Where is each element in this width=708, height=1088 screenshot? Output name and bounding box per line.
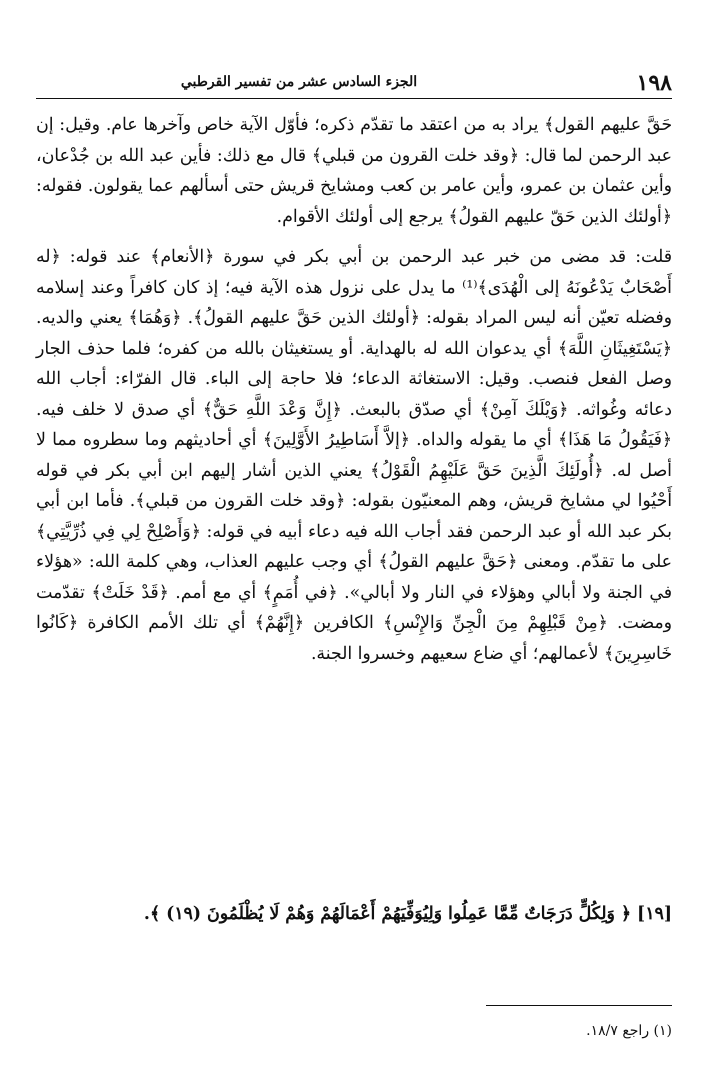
- quran-verse: [36, 904, 672, 924]
- paragraph: حَقَّ عليهم القول﴾ يراد به من اعتقد ما تقدّم ذكره؛ فأوّل الآية خاص وآخرها عام. وقيل: إن عبد الرحمن لما قال: ﴿وقد خلت القرون من قبلي﴾ قال مع ذلك: فأين عبد الله بن جُدْعان، وأين عثمان بن عمرو، وأين عامر بن كعب ومشايخ قريش حتى أسألهم عما يقولون. فقوله: ﴿أولئك الذين حَقّ عليهم القولُ﴾ يرجع إلى أولئك الأقوام.: [36, 115, 672, 227]
- tafsir-text: [36, 110, 672, 669]
- page-header: [36, 70, 672, 99]
- verse-number: [١٩]: [637, 904, 672, 924]
- paragraph: قلت: قد مضى من خبر عبد الرحمن بن أبي بكر في سورة ﴿الأنعام﴾ عند قوله: ﴿له أَصْحَابٌ يَدْعُونَهُ إلى الْهُدَى﴾⁽¹⁾ ما يدل على نزول هذه الآية فيه؛ إذ كان كافراً وعند إسلامه وفضله تعيّن أنه ليس المراد بقوله: ﴿أولئك الذين حَقَّ عليهم القولُ﴾. ﴿وَهُمَا﴾ يعني والديه. ﴿يَسْتَغِيثَانِ اللَّهَ﴾ أي يدعوان الله له بالهداية. أو يستغيثان بالله من كفره؛ فلما حذف الجار وصل الفعل فنصب. وقيل: الاستغاثة الدعاء؛ فلا حاجة إلى الباء. قال الفرّاء: أجاب الله دعائه وغُواثه. ﴿وَيْلَكَ آمِنْ﴾ أي صدّق بالبعث. ﴿إِنَّ وَعْدَ اللَّهِ حَقٌّ﴾ أي صدق لا خلف فيه. ﴿فَيَقُولُ مَا هَذَا﴾ أي ما يقوله والداه. ﴿إلاَّ أَسَاطِيرُ الأَوَّلِينَ﴾ أي أحاديثهم وما سطروه مما لا أصل له. ﴿أُولَئِكَ الَّذِينَ حَقَّ عَلَيْهِمُ الْقَوْلُ﴾ يعني الذين أشار إليهم ابن أبي بكر في قوله أَحْيُوا لي مشايخ قريش، وهم المعنيّون بقوله: ﴿وقد خلت القرون من قبلي﴾. فأما ابن أبي بكر عبد الله أو عبد الرحمن فقد أجاب الله فيه دعاء أبيه في قوله: ﴿وَأَصْلِحْ لِي فِي ذُرِّيَّتِي﴾ على ما تقدّم. ومعنى ﴿حَقَّ عليهم القولُ﴾ أي وجب عليهم العذاب، وهي كلمة الله: «هؤلاء في الجنة ولا أبالي وهؤلاء في النار ولا أبالي». ﴿في أُمَمٍ﴾ أي مع أمم. ﴿قَدْ خَلَتْ﴾ تقدّمت ومضت. ﴿مِنْ قَبْلِهِمْ مِنَ الْجِنِّ وَالإِنْسِ﴾ الكافرين ﴿إِنَّهُمْ﴾ أي تلك الأمم الكافرة ﴿كَانُوا خَاسِرِينَ﴾ لأعمالهم؛ أي ضاع سعيهم وخسروا الجنة.: [36, 247, 672, 664]
- page-number: ١٩٨: [636, 70, 672, 96]
- footnote-separator: [486, 1005, 672, 1006]
- verse-text: ﴿ وَلِكُلٍّ دَرَجَاتٌ مِّمَّا عَمِلُوا وَلِيُوَفِّيَهُمْ أَعْمَالَهُمْ وَهُمْ لَا يُظْلَمُونَ (١٩) ﴾.: [143, 904, 632, 924]
- footnote: (١) راجع ١٨/٧.: [586, 1023, 672, 1039]
- running-title: الجزء السادس عشر من تفسير القرطبي: [180, 74, 418, 90]
